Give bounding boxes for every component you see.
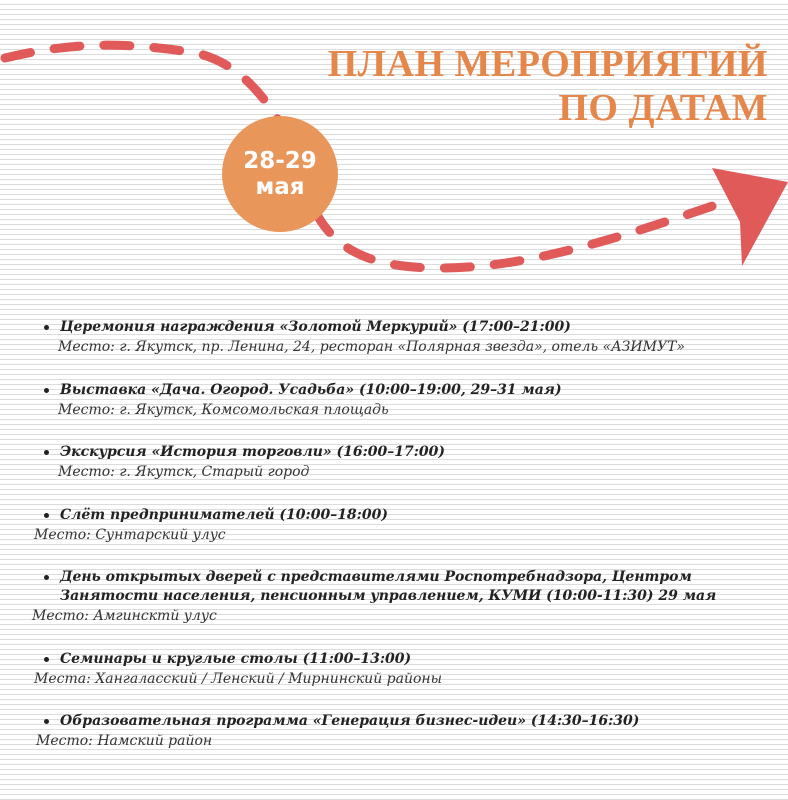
list-item (0, 650, 788, 689)
event-place: Место: г. Якутск, Комсомольская площадь (58, 402, 389, 418)
date-month: мая (255, 174, 305, 200)
date-days: 28-29 (243, 148, 317, 174)
list-item (0, 318, 788, 357)
list-item (0, 712, 788, 751)
event-title: Экскурсия «История торговли» (16:00–17:00) (60, 443, 758, 462)
event-place: Место: г. Якутск, пр. Ленина, 24, ресторан «Полярная звезда», отель «АЗИМУТ» (58, 339, 685, 355)
event-title: Образовательная программа «Генерация бизнес-идеи» (14:30–16:30) (60, 712, 758, 731)
event-place: Место: Сунтарский улус (34, 527, 226, 543)
event-title: Семинары и круглые столы (11:00–13:00) (60, 650, 758, 669)
list-item (0, 443, 788, 482)
list-item (0, 568, 788, 626)
list-item (0, 506, 788, 545)
event-title: Слёт предпринимателей (10:00–18:00) (60, 506, 758, 525)
event-place: Место: Амгинсктй улус (32, 608, 217, 624)
title-line-2: ПО ДАТАМ (558, 87, 768, 129)
event-title: Выставка «Дача. Огород. Усадьба» (10:00–19:00, 29–31 мая) (60, 381, 758, 400)
event-title: Церемония награждения «Золотой Меркурий» (17:00–21:00) (60, 318, 758, 337)
list-item (0, 381, 788, 420)
event-title: День открытых дверей с представителями Роспотребнадзора, Центром Занятости населения, пенсионным управлением, КУМИ (10:00-11:30) 29 мая (60, 568, 758, 606)
event-place: Места: Хангаласский / Ленский / Мирнинский районы (34, 671, 443, 687)
title-line-1: ПЛАН МЕРОПРИЯТИЙ (327, 43, 768, 85)
event-place: Место: г. Якутск, Старый город (58, 464, 310, 480)
event-place: Место: Намский район (36, 733, 213, 749)
